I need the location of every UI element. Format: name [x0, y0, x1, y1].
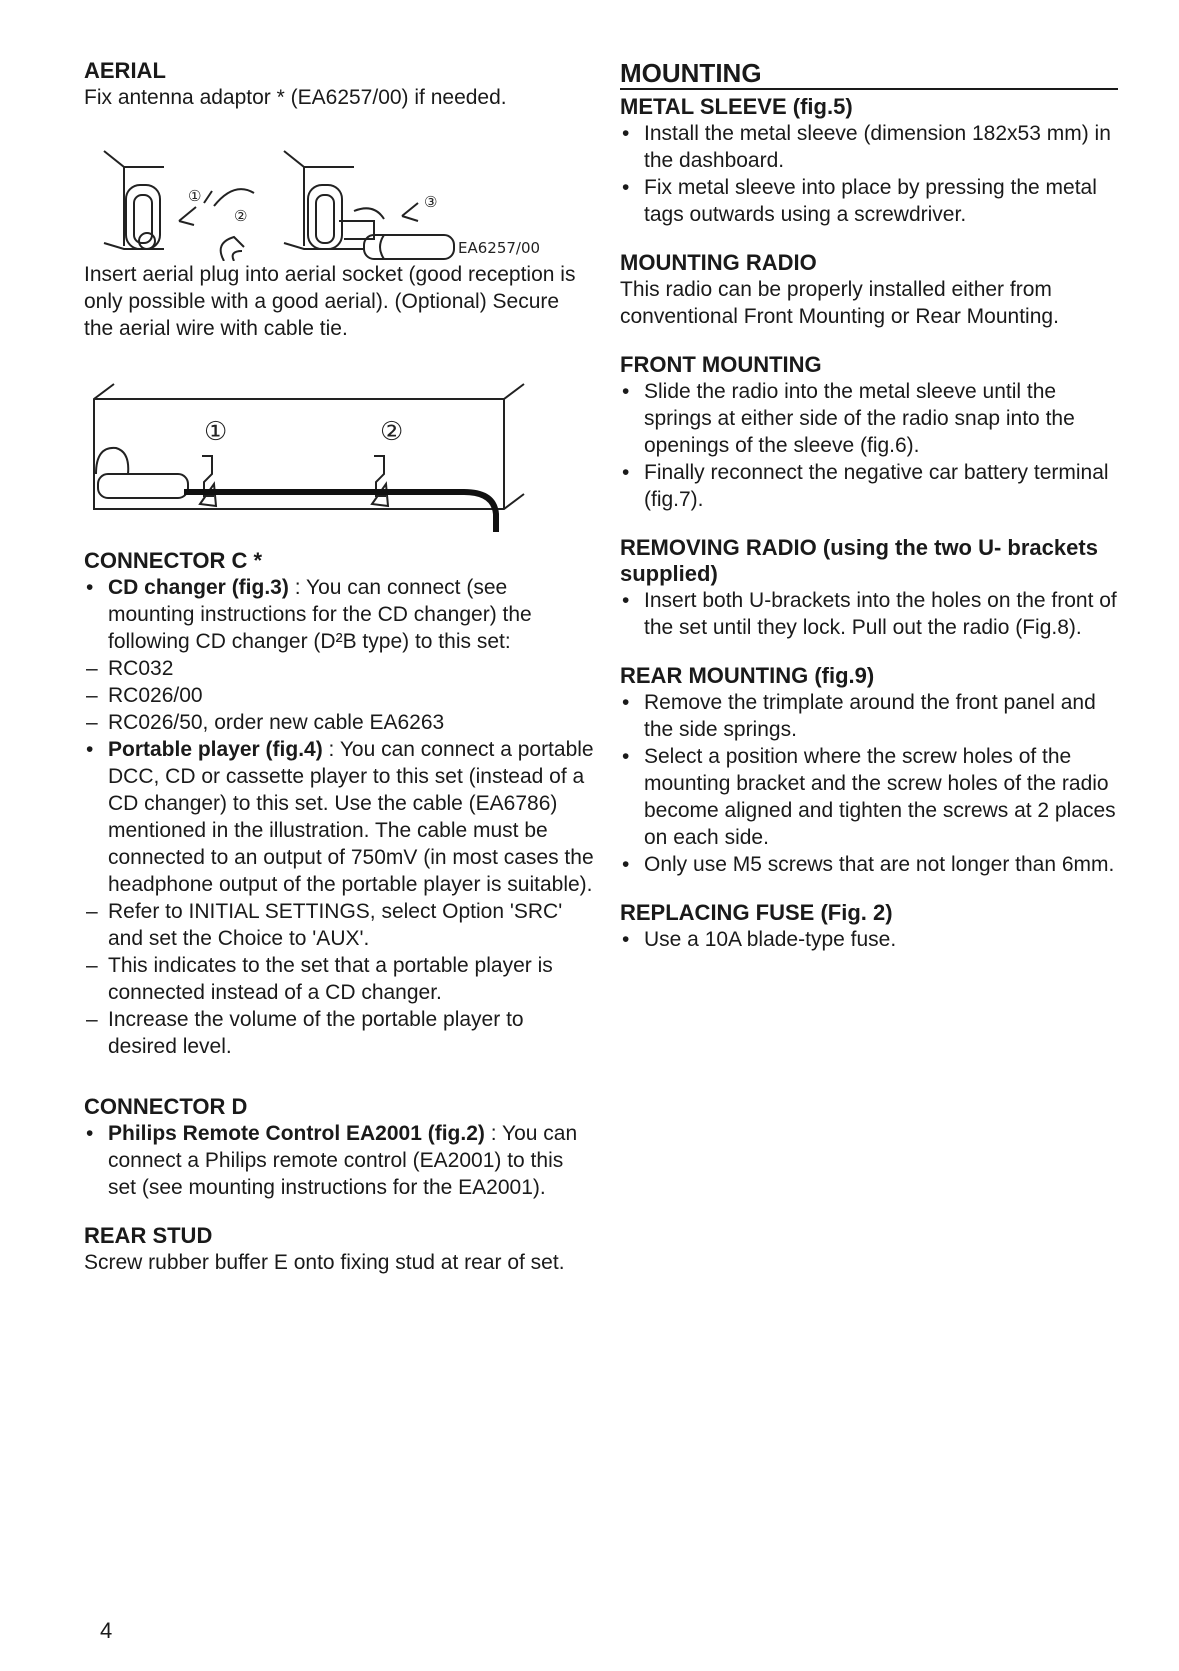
right-column [620, 58, 1120, 953]
rear-mounting-heading: REAR MOUNTING (fig.9) [620, 663, 875, 688]
aerial-heading: AERIAL [84, 58, 166, 83]
removing-radio-heading: REMOVING RADIO (using the two U- brackets supplied) [620, 535, 1098, 586]
cable-marker-1: ① [204, 417, 228, 447]
connector-d-heading: CONNECTOR D [84, 1094, 248, 1119]
aerial-marker-1: ① [188, 187, 202, 205]
aerial-marker-2: ② [234, 207, 248, 225]
aerial-text: Fix antenna adaptor * (EA6257/00) if needed. [84, 86, 507, 109]
list-item: • Install the metal sleeve (dimension 182x53 mm) in the dashboard. [622, 122, 1111, 172]
list-item: – RC032 [86, 657, 174, 680]
list-item: – This indicates to the set that a portable player is connected instead of a CD changer. [86, 954, 553, 1004]
rear-stud-heading: REAR STUD [84, 1223, 213, 1248]
list-item: – RC026/50, order new cable EA6263 [86, 711, 445, 734]
list-item: • Philips Remote Control EA2001 (fig.2) : You can connect a Philips remote control (EA2001) to this set (see mounting instructions for the EA2001). [86, 1122, 578, 1199]
rear-mounting-list [620, 689, 1120, 878]
cable-marker-2: ② [380, 417, 404, 447]
aerial-text-2: Insert aerial plug into aerial socket (good reception is only possible with a good aerial). (Optional) Secure the aerial wire with cable tie. [84, 263, 576, 340]
list-item: • Finally reconnect the negative car battery terminal (fig.7). [622, 461, 1109, 511]
connector-c-heading: CONNECTOR C * [84, 548, 263, 573]
mounting-heading: MOUNTING [620, 58, 1118, 90]
list-item: • Remove the trimplate around the front panel and the side springs. [622, 691, 1096, 741]
connector-d-list [84, 1120, 594, 1201]
connector-c-list [84, 574, 594, 1060]
list-item: – RC026/00 [86, 684, 203, 707]
list-item: • Use a 10A blade-type fuse. [622, 928, 897, 951]
rear-stud-text: Screw rubber buffer E onto fixing stud at rear of set. [84, 1251, 565, 1274]
metal-sleeve-list [620, 120, 1120, 228]
front-mounting-heading: FRONT MOUNTING [620, 352, 822, 377]
aerial-cable-figure [84, 364, 564, 534]
list-item: • Slide the radio into the metal sleeve until the springs at either side of the radio snap into the openings of the sleeve (fig.6). [622, 380, 1075, 457]
list-item: • Only use M5 screws that are not longer than 6mm. [622, 853, 1115, 876]
left-column [84, 58, 594, 1276]
aerial-marker-3: ③ [424, 193, 438, 211]
aerial-adaptor-figure [84, 111, 564, 261]
list-item: • Portable player (fig.4) : You can connect a portable DCC, CD or cassette player to this set (instead of a CD changer) to this set. Use the cable (EA6786) mentioned in the illustration. The cable must be connected to an output of 750mV (in most cases the headphone output of the portable player is suitable). [86, 738, 594, 896]
list-item: • Select a position where the screw holes of the mounting bracket and the screw holes of the radio become aligned and tighten the screws at 2 places on each side. [622, 745, 1116, 849]
mounting-radio-text: This radio can be properly installed either from conventional Front Mounting or Rear Mounting. [620, 278, 1059, 328]
page-number: 4 [100, 1618, 113, 1643]
front-mounting-list [620, 378, 1120, 513]
list-item: – Increase the volume of the portable player to desired level. [86, 1008, 524, 1058]
list-item: – Refer to INITIAL SETTINGS, select Option 'SRC' and set the Choice to 'AUX'. [86, 900, 563, 950]
replacing-fuse-heading: REPLACING FUSE (Fig. 2) [620, 900, 893, 925]
metal-sleeve-heading: METAL SLEEVE (fig.5) [620, 94, 853, 119]
aerial-adaptor-label: EA6257/00 [458, 239, 541, 257]
list-item: • CD changer (fig.3) : You can connect (see mounting instructions for the CD changer) the following CD changer (D²B type) to this set: [86, 576, 532, 653]
list-item: • Insert both U-brackets into the holes on the front of the set until they lock. Pull out the radio (Fig.8). [622, 589, 1117, 639]
list-item: • Fix metal sleeve into place by pressing the metal tags outwards using a screwdriver. [622, 176, 1097, 226]
removing-radio-list [620, 587, 1120, 641]
replacing-fuse-list [620, 926, 1120, 953]
mounting-radio-heading: MOUNTING RADIO [620, 250, 817, 275]
